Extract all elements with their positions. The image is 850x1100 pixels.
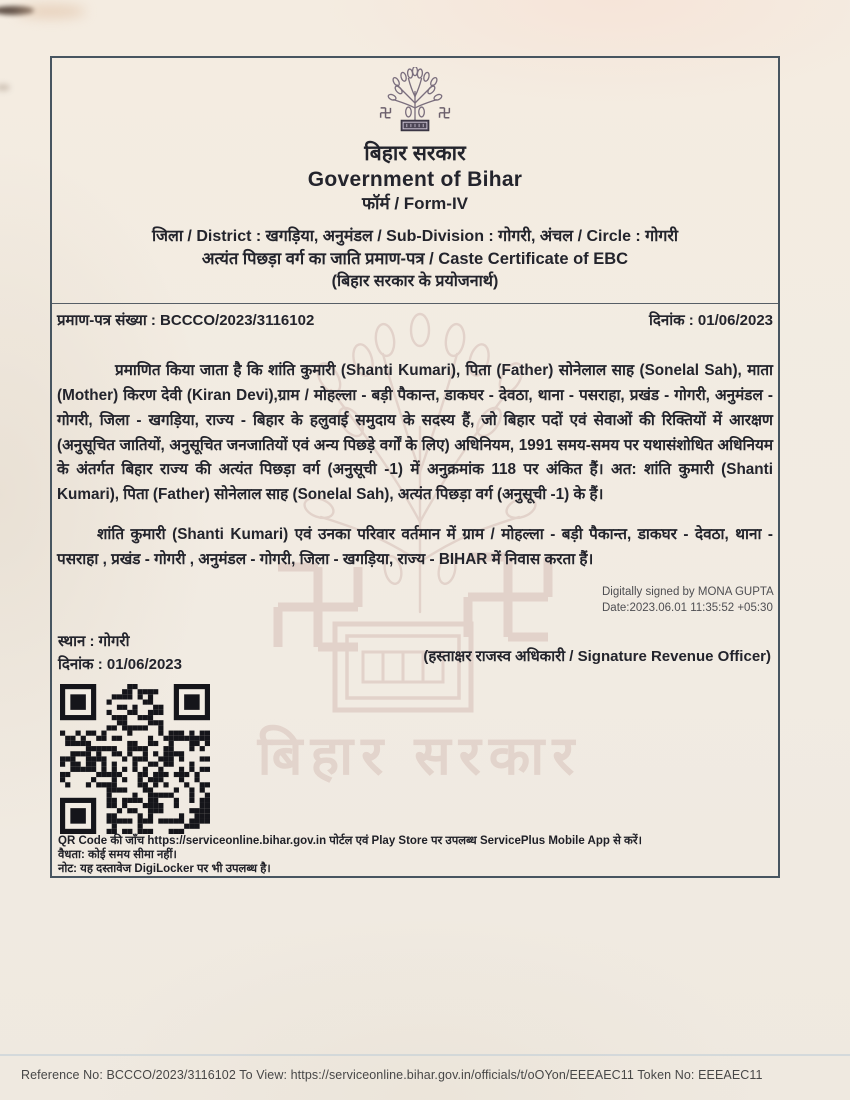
reference-footer-line: Reference No: BCCCO/2023/3116102 To View: https://serviceonline.bihar.gov.in/officials/t/oOYon/EEEAEC11 Token No: EEEAEC11 — [21, 1068, 763, 1082]
place-line: स्थान : गोगरी — [58, 633, 130, 650]
scan-page-edge — [0, 1054, 850, 1056]
certificate-border-box — [50, 56, 780, 878]
title-english: Government of Bihar — [307, 168, 523, 192]
scan-smudge — [16, 5, 86, 18]
revenue-officer-signature-label: (हस्ताक्षर राजस्व अधिकारी / Signature Revenue Officer) — [423, 648, 771, 665]
title-hindi: बिहार सरकार — [364, 142, 466, 165]
bihar-government-emblem — [374, 67, 456, 139]
digital-signature-stamp — [602, 585, 774, 616]
digital-signature-date: Date:2023.06.01 11:35:52 +05:30 — [602, 601, 773, 614]
certificate-meta-row — [52, 304, 778, 330]
watermark-text: बिहार सरकार — [257, 726, 583, 786]
digital-signature-name: Digitally signed by MONA GUPTA — [602, 586, 774, 598]
certificate-header — [52, 67, 778, 294]
digilocker-note: नोट: यह दस्तावेज DigiLocker पर भी उपलब्ध है। — [58, 863, 271, 876]
certificate-number: प्रमाण-पत्र संख्या : BCCCO/2023/3116102 — [57, 311, 315, 329]
date-line: दिनांक : 01/06/2023 — [58, 656, 182, 674]
footer-notes — [58, 834, 642, 876]
scan-smudge — [0, 84, 10, 91]
certificate-title: अत्यंत पिछड़ा वर्ग का जाति प्रमाण-पत्र / Caste Certificate of EBC — [201, 250, 629, 269]
swastika-right-icon — [440, 108, 450, 118]
certificate-paragraph-1: प्रमाणित किया जाता है कि शांति कुमारी (Shanti Kumari), पिता (Father) सोनेलाल साह (Sonelal Sah), माता (Mother) किरण देवी (Kiran Devi),ग्राम / मोहल्ला - बड़ी पैकान्त, डाकघर - देवठा, थाना - पसराहा, प्रखंड - गोगरी, अनुमंडल - गोगरी, जिला - खगड़िया, राज्य - बिहार के हलुवाई समुदाय के सदस्य हैं, जो बिहार पदों एवं सेवाओं की रिक्तियों में आरक्षण (अनुसूचित जातियों, अनुसूचित जनजातियों एवं अन्य पिछड़े वर्गों के लिए) अधिनियम, 1991 समय-समय पर यथासंशोधित अधिनियम के अंतर्गत बिहार राज्य की अत्यंत पिछड़ा वर्ग (अनुसूची -1) में अनुक्रमांक 118 पर अंकित हैं। अत: शांति कुमारी (Shanti Kumari), पिता (Father) सोनेलाल साह (Sonelal Sah), अत्यंत पिछड़ा वर्ग (अनुसूची -1) के हैं। — [57, 361, 773, 504]
purpose-line: (बिहार सरकार के प्रयोजनार्थ) — [331, 273, 499, 291]
swastika-left-icon — [381, 108, 391, 118]
place-date-block — [58, 630, 182, 677]
qr-code — [60, 684, 210, 834]
validity-note: वैधता: कोई समय सीमा नहीं। — [58, 849, 177, 862]
form-number: फॉर्म / Form-IV — [361, 193, 469, 213]
certificate-paragraph-2: शांति कुमारी (Shanti Kumari) एवं उनका परिवार वर्तमान में ग्राम / मोहल्ला - बड़ी पैकान्त, डाकघर - देवठा, थाना - पसराहा , प्रखंड - गोगरी , अनुमंडल - गोगरी, जिला - खगड़िया, राज्य - BIHAR में निवास करता हैं। — [57, 526, 773, 569]
qr-check-note: QR Code की जाँच https://serviceonline.bihar.gov.in पोर्टल एवं Play Store पर उपलब्ध ServicePlus Mobile App से करें। — [58, 835, 642, 847]
emblem-plaque — [401, 120, 429, 131]
issue-date: दिनांक : 01/06/2023 — [649, 311, 773, 329]
district-subdivision-circle-line: जिला / District : खगड़िया, अनुमंडल / Sub-Division : गोगरी, अंचल / Circle : गोगरी — [151, 228, 679, 246]
